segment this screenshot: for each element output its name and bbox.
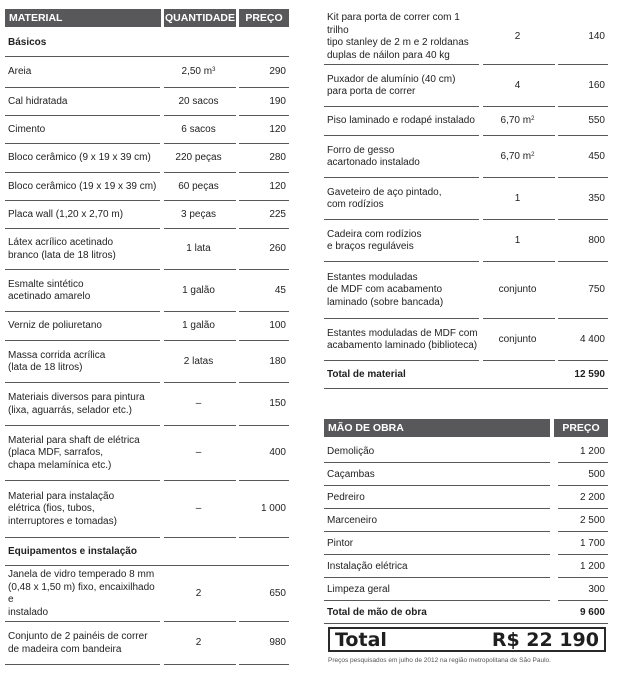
- table-row: [324, 9, 608, 65]
- item-name: Látex acrílico acetinado branco (lata de 18 litros): [8, 237, 116, 261]
- item-quantity: 1: [514, 192, 521, 204]
- table-row: [5, 88, 289, 116]
- header-preco: PREÇO: [239, 9, 289, 27]
- labor-item-name: Pedreiro: [327, 492, 365, 503]
- item-name: Piso laminado e rodapé instalado: [327, 115, 475, 127]
- labor-item-price: 1 200: [558, 446, 608, 457]
- section-heading: Equipamentos e instalação: [5, 538, 289, 566]
- item-name: Material para instalação elétrica (fios, tubos, interruptores e tomadas): [8, 490, 117, 527]
- labor-item-price: 1 200: [558, 561, 608, 572]
- labor-row: [324, 532, 608, 555]
- table-row: [5, 383, 289, 426]
- item-quantity: 6,70 $m^2$: [500, 115, 535, 127]
- labor-item-name: Limpeza geral: [327, 584, 390, 595]
- item-name: Esmalte sintético acetinado amarelo: [8, 278, 91, 302]
- labor-row: [324, 463, 608, 486]
- item-price: 980: [236, 637, 289, 650]
- total-labor-price: 9 600: [579, 607, 605, 618]
- item-name: Material para shaft de elétrica (placa MDF, sarrafos, chapa melamínica etc.): [8, 434, 140, 471]
- table-row: [5, 426, 289, 481]
- item-name: Forro de gesso acartonado instalado: [327, 144, 420, 168]
- total-labor-row: [324, 601, 608, 624]
- table-row: [5, 341, 289, 383]
- unit-exponent: 3: [212, 67, 216, 74]
- item-price: 120: [236, 181, 289, 194]
- item-name: Cadeira com rodízios e braços reguláveis: [327, 228, 422, 252]
- item-name: Massa corrida acrílica (lata de 18 litros): [8, 349, 106, 373]
- item-quantity: 6,70 $m^2$: [500, 150, 535, 162]
- item-quantity: 1 galão: [182, 320, 215, 332]
- item-price: 180: [236, 356, 289, 369]
- item-price: 650: [236, 588, 289, 601]
- item-price: 750: [555, 284, 608, 297]
- item-quantity: –: [195, 398, 202, 410]
- item-name: Cal hidratada: [8, 95, 68, 107]
- table-row: [5, 173, 289, 201]
- item-price: 100: [236, 320, 289, 333]
- item-price: 160: [555, 80, 608, 93]
- labor-row: [324, 578, 608, 601]
- table-row: [5, 229, 289, 270]
- item-name: Areia: [8, 66, 32, 78]
- grand-total-label: Total: [335, 628, 387, 651]
- item-price: 290: [236, 66, 289, 79]
- labor-item-price: 1 700: [558, 538, 608, 549]
- grand-total-box: [328, 627, 606, 652]
- unit-exponent: 2: [531, 151, 535, 158]
- table-row: [5, 270, 289, 312]
- table-row: [324, 136, 608, 178]
- table-row: [324, 107, 608, 136]
- item-quantity: conjunto: [498, 333, 537, 345]
- item-name: Conjunto de 2 painéis de correr de madeira com bandeira: [8, 631, 148, 655]
- table-row: [5, 312, 289, 341]
- item-price: 260: [236, 243, 289, 256]
- item-name: Placa wall (1,20 x 2,70 m): [8, 208, 124, 220]
- table-row: [5, 144, 289, 173]
- item-name: Cimento: [8, 123, 46, 135]
- item-name: Verniz de poliuretano: [8, 320, 102, 332]
- item-quantity: 60 peças: [178, 180, 219, 192]
- item-quantity: 3 peças: [180, 208, 217, 220]
- item-name: Materiais diversos para pintura (lixa, aguarrás, selador etc.): [8, 392, 145, 416]
- item-quantity: 1 galão: [182, 284, 215, 296]
- total-labor-label: Total de mão de obra: [327, 607, 427, 618]
- labor-row: [324, 555, 608, 578]
- labor-item-name: Marceneiro: [327, 515, 378, 526]
- total-material-price: 12 590: [574, 368, 605, 380]
- item-price: 400: [236, 447, 289, 460]
- item-name: Bloco cerâmico (9 x 19 x 39 cm): [8, 152, 151, 164]
- item-price: 150: [236, 398, 289, 411]
- labor-item-name: Instalação elétrica: [327, 561, 408, 572]
- item-price: 225: [236, 209, 289, 222]
- item-price: 280: [236, 152, 289, 165]
- item-name: Bloco cerâmico (19 x 19 x 39 cm): [8, 180, 157, 192]
- item-name: Estantes moduladas de MDF com acabamento laminado (sobre bancada): [327, 271, 444, 308]
- item-name: Janela de vidro temperado 8 mm (0,48 x 1,50 m) fixo, encaixilhado e instalado: [8, 569, 155, 618]
- item-quantity: conjunto: [498, 284, 537, 296]
- item-name: Puxador de alumínio (40 cm) para porta de correr: [327, 73, 456, 97]
- item-quantity: 4: [514, 79, 521, 91]
- header-labor-preco: PREÇO: [554, 419, 608, 437]
- item-price: 350: [555, 193, 608, 206]
- item-quantity: 2 latas: [183, 355, 214, 367]
- materials-table-right: [324, 9, 608, 624]
- item-quantity: 2: [195, 587, 202, 599]
- table-row: [324, 65, 608, 107]
- table-row: [5, 481, 289, 538]
- item-quantity: –: [195, 447, 202, 459]
- item-price: 190: [236, 96, 289, 109]
- labor-item-price: 2 200: [558, 492, 608, 503]
- item-name: Estantes moduladas de MDF com acabamento laminado (biblioteca): [327, 327, 478, 351]
- item-quantity: 6 sacos: [181, 123, 216, 135]
- unit-exponent: 2: [531, 116, 535, 123]
- item-quantity: 20 sacos: [178, 95, 219, 107]
- item-quantity: 2,50 $m^3$: [181, 66, 216, 78]
- item-name: Gaveteiro de aço pintado, com rodízios: [327, 186, 442, 210]
- header-material: MATERIAL: [5, 9, 161, 27]
- labor-header: [324, 419, 608, 437]
- item-price: 450: [555, 151, 608, 164]
- table-row: [5, 622, 289, 665]
- item-price: 800: [555, 235, 608, 248]
- table-row: [324, 319, 608, 361]
- labor-table: [324, 419, 608, 624]
- item-price: 45: [236, 285, 289, 298]
- total-material-row: [324, 361, 608, 389]
- item-quantity: –: [195, 503, 202, 515]
- header-quantidade: QUANTIDADE: [164, 9, 236, 27]
- header-mao-de-obra: MÃO DE OBRA: [324, 419, 550, 437]
- table-row: [5, 116, 289, 144]
- labor-item-name: Caçambas: [327, 469, 375, 480]
- labor-row: [324, 509, 608, 532]
- item-price: 140: [555, 31, 608, 44]
- labor-item-price: 500: [558, 469, 608, 480]
- table-row: [5, 201, 289, 229]
- section-heading: Básicos: [5, 30, 289, 57]
- item-quantity: 2: [195, 637, 202, 649]
- table-row: [324, 178, 608, 220]
- grand-total-value: R$ 22 190: [491, 628, 599, 651]
- table-row: [5, 57, 289, 88]
- materials-table-left: [5, 9, 289, 665]
- item-price: 4 400: [555, 334, 608, 347]
- item-price: 120: [236, 124, 289, 137]
- item-quantity: 1: [514, 234, 521, 246]
- labor-row: [324, 440, 608, 463]
- table-row: [5, 566, 289, 622]
- labor-item-name: Demolição: [327, 446, 375, 457]
- item-quantity: 2: [514, 30, 521, 42]
- item-price: 550: [555, 115, 608, 128]
- item-name: Kit para porta de correr com 1 trilho tipo stanley de 2 m e 2 roldanas duplas de náilon para 40 kg: [327, 12, 469, 61]
- table-row: [324, 220, 608, 262]
- item-price: 1 000: [236, 503, 289, 516]
- footnote: Preços pesquisados em julho de 2012 na região metropolitana de São Paulo.: [328, 657, 551, 664]
- labor-item-price: 300: [558, 584, 608, 595]
- labor-item-price: 2 500: [558, 515, 608, 526]
- materials-header: [5, 9, 289, 27]
- labor-row: [324, 486, 608, 509]
- table-row: [324, 262, 608, 319]
- item-quantity: 220 peças: [175, 152, 222, 164]
- total-material-label: Total de material: [327, 368, 406, 380]
- item-quantity: 1 lata: [186, 243, 211, 255]
- labor-item-name: Pintor: [327, 538, 354, 549]
